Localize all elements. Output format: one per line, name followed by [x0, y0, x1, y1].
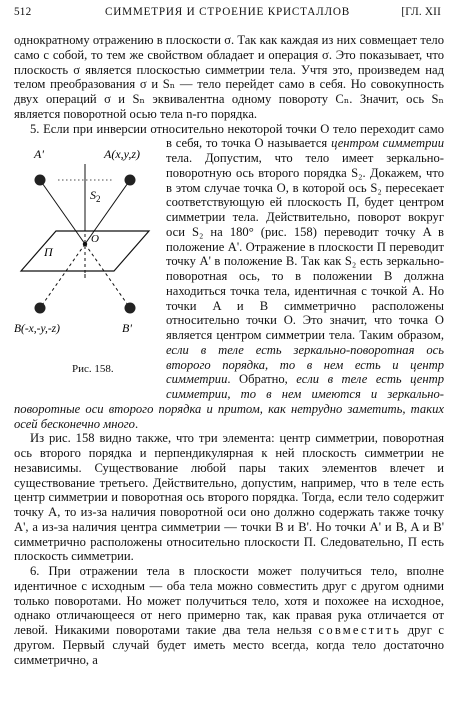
theorem-statement-2: если в теле есть центр симметрии, то в нем имеются и зеркально-поворотные оси второго порядка и притом, как нетрудно заметить, таких осей бесконечно много — [14, 372, 444, 431]
point-o — [83, 242, 87, 246]
paragraph-3: Из рис. 158 видно также, что три элемента: центр симметрии, поворотная ось второго порядка и перпендикулярная к ней плоскость симметрии не независимы. Существование любой пары таких элементов влечет и существование третьего. Действительно, допустим, например, что в теле есть центр симметрии и поворотная ось второго порядка. Тогда, если тело содержит точку A, то из-за наличия поворотной оси оно должно содержать также точку A', а из-за наличия центра симметрии — точки B и B'. Но точки A' и B, A и B' симметрично расположены относительно плоскости П. Следовательно, П есть плоскость симметрии. — [14, 431, 444, 564]
line-o-to-b-prime — [85, 244, 130, 308]
paragraph-4-part-b: друг с другом. Первый случай будет иметь место всегда, когда тело достаточно симметрично, а — [14, 623, 444, 667]
paragraph-1: однократному отражению в плоскости σ. Так как каждая из них совмещает тело само с собой, то тем же свойством обладает и операция σ. Это показывает, что плоскость σ является плоскостью симметрии тела. Учтя это, произведем над телом преобразования σ и Sₙ — тело перейдет само в себя. Но совокупность двух операций σ и Sₙ эквивалентна одному повороту Cₙ. Значит, ось Sₙ является поворотной осью тела n-го порядка. — [14, 33, 444, 121]
label-pi: П — [44, 245, 53, 260]
paragraph-2-part-b: тела. Допустим, что тело имеет зеркально-поворотную ось второго порядка S₂. Докажем, что в этом случае точка O, в которой ось S₂ пересекает соответствующую ей плоскость П, будет центром симметрии тела. Действительно, поворот вокруг оси S₂ на 180° (рис. 158) переводит точку A в положение A'. Отражение в плоскости П переводит точку A' в положение B. Так как S₂ есть зеркально-поворотная ось, то в положении B должна находиться точка тела, идентичная с точкой A. Но точки A и B симметрично расположены относительно точки O. Это значит, что точка O является центром симметрии тела. Таким образом, — [166, 151, 444, 342]
term-center-of-symmetry: центром симметрии — [331, 136, 444, 151]
paragraph-4 — [14, 564, 444, 667]
paragraph-2 — [14, 122, 444, 432]
figure-158-diagram — [14, 136, 156, 361]
label-a-prime: A' — [34, 147, 44, 162]
point-a-prime — [35, 175, 46, 186]
label-a: A(x,y,z) — [104, 147, 140, 162]
point-b — [35, 303, 46, 314]
label-s2-sub: 2 — [96, 194, 101, 205]
point-a — [125, 175, 136, 186]
label-s2 — [90, 188, 101, 204]
label-b: B(-x,-y,-z) — [14, 323, 60, 336]
page-number: 512 — [14, 6, 32, 18]
label-s2-main: S — [90, 188, 96, 203]
paragraph-4-part-a: 6. При отражении тела в плоскости может получиться тело, вполне идентичное с исходным — оба тела можно совместить друг с другом одними только поворотами. Но может получиться тело, хотя и похожее на исходное, однако отличающееся от него примерно так, как правая рука отличается от левой. Никакими поворотами такие два тела нельзя — [14, 564, 444, 637]
chapter-label: [ГЛ. XII — [401, 6, 441, 18]
body-text — [14, 33, 444, 667]
figure-caption: Рис. 158. — [72, 363, 114, 376]
label-b-prime: B' — [122, 321, 132, 336]
line-a-prime-to-o — [40, 180, 85, 244]
paragraph-2-part-a: 5. Если при инверсии относительно некоторой точки O тело переходит само в себя, то точка O называется — [30, 121, 444, 151]
theorem-statement-1: если в теле есть зеркально-поворотная ось второго порядка, то в нем есть и центр симметрии — [166, 342, 444, 387]
figure-158 — [14, 136, 156, 386]
spaced-word: совместить — [318, 623, 402, 637]
running-title: СИММЕТРИЯ И СТРОЕНИЕ КРИСТАЛЛОВ — [105, 6, 350, 18]
paragraph-2-part-d: . — [134, 416, 139, 431]
point-b-prime — [125, 303, 136, 314]
paragraph-2-part-c: . Обратно, — [227, 372, 297, 387]
running-header — [14, 6, 441, 24]
label-o: O — [91, 233, 99, 246]
